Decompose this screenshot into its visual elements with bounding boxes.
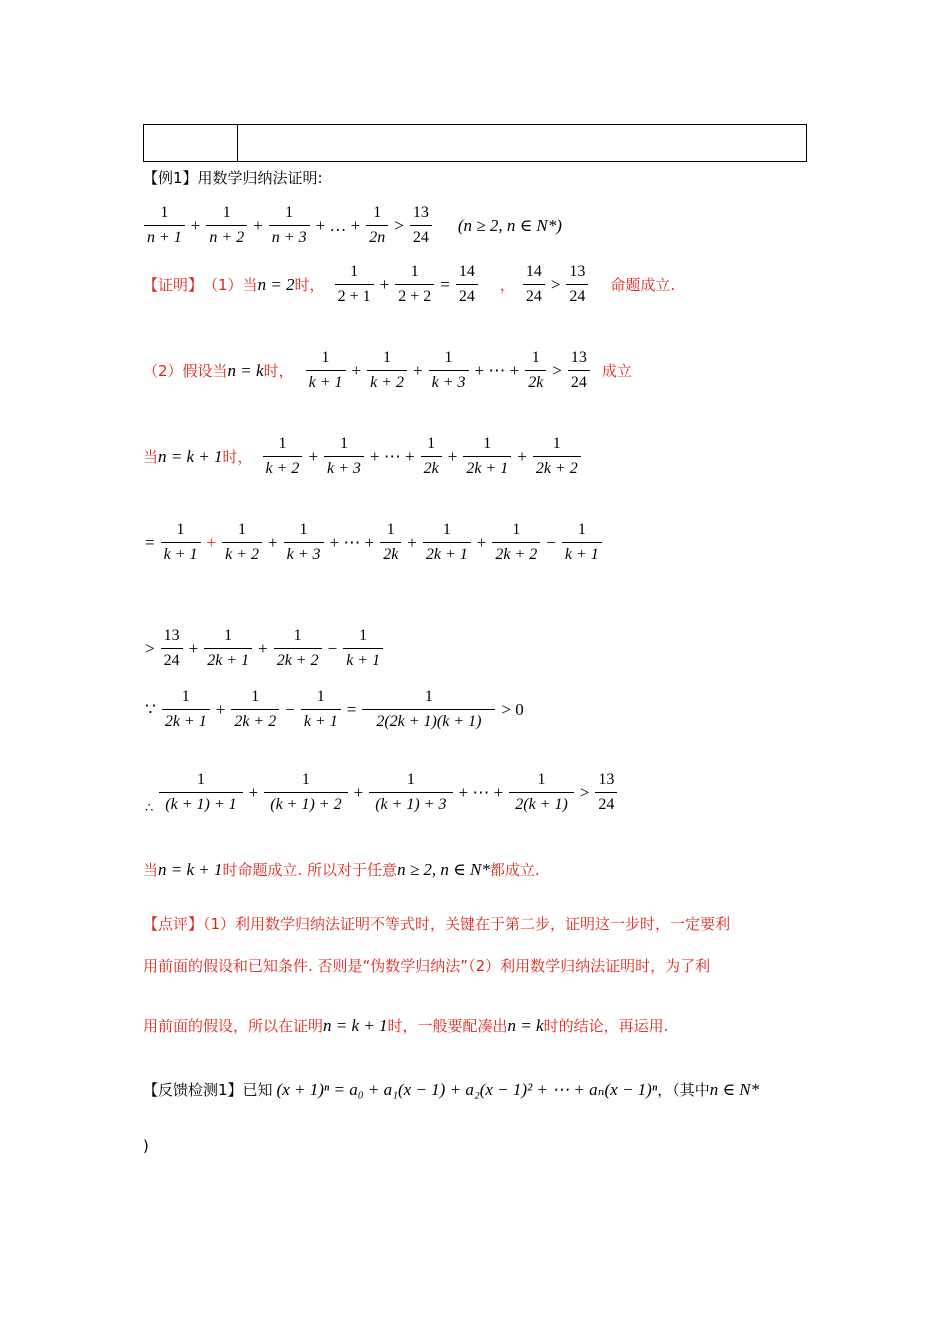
fraction: $\frac{1}{2 + 2}$ <box>395 263 434 306</box>
proof-line6: ∵ $\frac{1}{2k + 1}$ + $\frac{1}{2k + 2}$ − $\frac{1}{k + 1}$ = $\frac{1}{2(2k + 1)(k + 1)}$ > 0 <box>145 687 524 730</box>
fraction: $\frac{13}{24}$ <box>568 349 590 392</box>
fraction: $\frac{1}{k + 1}$ <box>301 688 341 731</box>
fraction: $\frac{1}{2k + 2}$ <box>274 627 322 670</box>
header-table <box>143 124 807 162</box>
fraction: $\frac{1}{2k + 1}$ <box>423 521 471 564</box>
fraction: $\frac{1}{n + 3}$ <box>269 204 310 247</box>
proof-line5: > $\frac{13}{24}$ + $\frac{1}{2k + 1}$ + $\frac{1}{2k + 2}$ − $\frac{1}{k + 1}$ <box>143 626 387 670</box>
proof-step2: （2）假设当 n = k 时， $\frac{1}{k + 1}$ + $\frac{1}{k + 2}$ + $\frac{1}{k + 3}$ + ⋯ + $\frac{1}{2k}$ > $\frac{13}{24}$ 成立 <box>143 348 632 391</box>
feedback-label: 【反馈检测1】已知 <box>143 1080 273 1099</box>
fraction: $\frac{1}{2k + 2}$ <box>231 688 279 731</box>
comment-line1: 【点评】（1）利用数学归纳法证明不等式时，关键在于第二步，证明这一步时，一定要利 <box>143 915 731 933</box>
comment-line2: 用前面的假设和已知条件. 否则是“伪数学归纳法”（2）利用数学归纳法证明时，为了利 <box>143 957 711 975</box>
fraction: $\frac{13}{24}$ <box>595 771 617 814</box>
feedback-line: 【反馈检测1】已知 (x + 1)ⁿ = a₀ + a₁(x − 1) + a₂(x − 1)² + ⋯ + aₙ(x − 1)ⁿ ，（其中 n ∈ N* <box>143 1079 760 1099</box>
fraction: $\frac{1}{n + 2}$ <box>206 204 247 247</box>
fraction: $\frac{1}{2k}$ <box>525 349 546 392</box>
fraction: $\frac{1}{n + 1}$ <box>144 204 185 247</box>
proof-conclusion: 当 n = k + 1 时命题成立. 所以对于任意 n ≥ 2, n ∈ N* 都成立. <box>143 859 540 879</box>
fraction: $\frac{1}{k + 1}$ <box>562 521 602 564</box>
proof-step3: 当 n = k + 1 时， $\frac{1}{k + 2}$ + $\frac{1}{k + 3}$ + ⋯ + $\frac{1}{2k}$ + $\frac{1}{2k + 1}$ + $\frac{1}{2k + 2}$ <box>143 434 585 478</box>
fraction: $\frac{1}{(k + 1) + 3}$ <box>369 771 452 814</box>
fraction: $\frac{1}{2(2k + 1)(k + 1)}$ <box>362 688 495 731</box>
fraction: $\frac{13}{24}$ <box>161 627 183 670</box>
comment-line3: 用前面的假设，所以在证明 n = k + 1 时，一般要配凑出 n = k 时的结论，再运用. <box>143 1015 669 1035</box>
fraction: $\frac{1}{k + 1}$ <box>343 627 383 670</box>
fraction: $\frac{1}{2k + 1}$ <box>463 435 511 478</box>
fraction: $\frac{13}{24}$ <box>566 263 588 306</box>
feedback-close-paren: ) <box>143 1137 149 1155</box>
example1-inequality: $\frac{1}{n + 1}$ + $\frac{1}{n + 2}$ + $\frac{1}{n + 3}$ + … + $\frac{1}{2n}$ > $\frac{13}{24}$ (n ≥ 2, n ∈ N*) <box>140 203 562 247</box>
fraction: $\frac{1}{2n}$ <box>366 204 388 247</box>
fraction: $\frac{1}{2(k + 1)}$ <box>509 771 574 814</box>
example1-label: 【例1】用数学归纳法证明: <box>143 169 323 187</box>
fraction: $\frac{1}{k + 3}$ <box>284 521 324 564</box>
fraction: $\frac{1}{2k + 1}$ <box>204 627 252 670</box>
fraction: $\frac{1}{2 + 1}$ <box>335 263 374 306</box>
fraction: $\frac{1}{k + 1}$ <box>161 521 201 564</box>
table-divider <box>237 125 238 161</box>
proof-label: 【证明】 <box>143 275 204 294</box>
fraction: $\frac{14}{24}$ <box>456 263 478 306</box>
fraction: $\frac{1}{(k + 1) + 1}$ <box>159 771 242 814</box>
fraction: $\frac{1}{2k}$ <box>380 521 401 564</box>
fraction: $\frac{1}{2k + 2}$ <box>492 521 540 564</box>
fraction: $\frac{1}{2k + 2}$ <box>533 435 581 478</box>
proof-line7: ∴ $\frac{1}{(k + 1) + 1}$ + $\frac{1}{(k + 1) + 2}$ + $\frac{1}{(k + 1) + 3}$ + ⋯ + $\frac{1}{2(k + 1)}$ > $\frac{13}{24}$ <box>143 770 621 814</box>
because-symbol: ∵ <box>145 699 156 719</box>
fraction: $\frac{1}{k + 1}$ <box>306 349 346 392</box>
comment-label: 【点评】 <box>143 915 204 933</box>
fraction: $\frac{1}{2k + 1}$ <box>162 688 210 731</box>
fraction: $\frac{1}{k + 3}$ <box>429 349 469 392</box>
therefore-symbol: ∴ <box>145 800 154 815</box>
fraction: $\frac{1}{(k + 1) + 2}$ <box>264 771 347 814</box>
feedback-formula: (x + 1)ⁿ = a₀ + a₁(x − 1) + a₂(x − 1)² + ⋯ + aₙ(x − 1)ⁿ <box>276 1079 658 1099</box>
fraction: $\frac{1}{k + 2}$ <box>222 521 262 564</box>
proof-step1: 【证明】 （1）当 n = 2 时， $\frac{1}{2 + 1}$ + $\frac{1}{2 + 2}$ = $\frac{14}{24}$ ， $\frac{14}{24}$ > $\frac{13}{24}$ 命题成立. <box>143 262 676 305</box>
fraction: $\frac{1}{k + 2}$ <box>263 435 303 478</box>
fraction: $\frac{14}{24}$ <box>523 263 545 306</box>
condition: (n ≥ 2, n ∈ N*) <box>457 215 562 235</box>
fraction: $\frac{1}{k + 2}$ <box>367 349 407 392</box>
fraction: $\frac{1}{2k}$ <box>421 435 442 478</box>
fraction: $\frac{13}{24}$ <box>410 204 432 247</box>
fraction: $\frac{1}{k + 3}$ <box>324 435 364 478</box>
proof-line4: = $\frac{1}{k + 1}$ + $\frac{1}{k + 2}$ + $\frac{1}{k + 3}$ + ⋯ + $\frac{1}{2k}$ + $\frac{1}{2k + 1}$ + $\frac{1}{2k + 2}$ − $\frac{1}{k + 1}$ <box>143 520 606 564</box>
